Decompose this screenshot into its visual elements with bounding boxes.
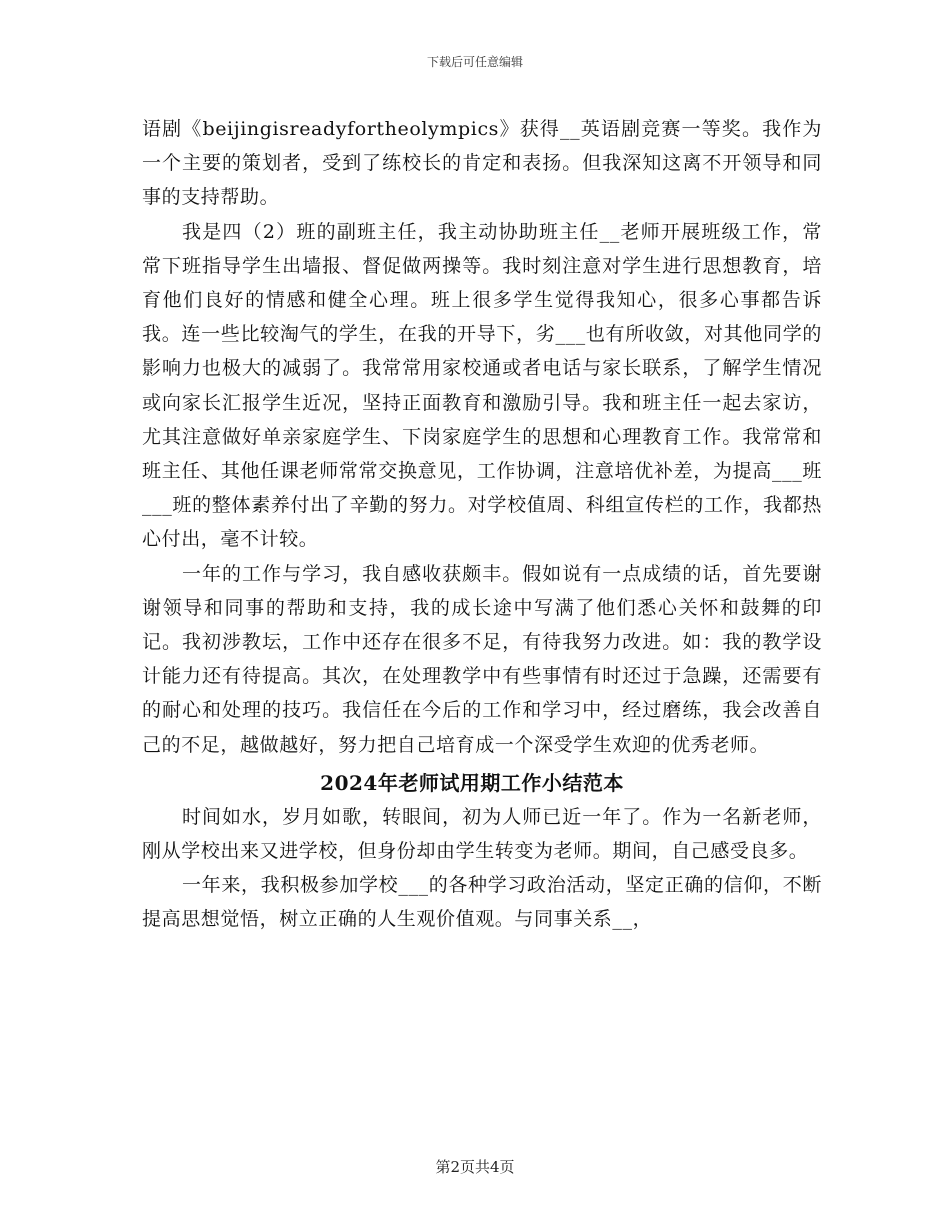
page-footer: 第2页共4页 <box>435 1158 515 1176</box>
paragraph-time-like-water: 时间如水，岁月如歌，转眼间，初为人师已近一年了。作为一名新老师，刚从学校出来又进学校，但身份却由学生转变为老师。期间，自己感受良多。 <box>142 805 822 863</box>
paragraph-year-reflection: 一年的工作与学习，我自感收获颇丰。假如说有一点成绩的话，首先要谢谢领导和同事的帮助和支持，我的成长途中写满了他们悉心关怀和鼓舞的印记。我初涉教坛，工作中还存在很多不足，有待我努力改进。如：我的教学设计能力还有待提高。其次，在处理教学中有些事情有时还过于急躁，还需要有的耐心和处理的技巧。我信任在今后的工作和学习中，经过磨练，我会改善自己的不足，越做越好，努力把自己培育成一个深受学生欢迎的优秀老师。 <box>142 562 822 756</box>
paragraph-continuation: 语剧《beijingisreadyfortheolympics》获得__英语剧竞赛一等奖。我作为一个主要的策划者，受到了练校长的肯定和表扬。但我深知这离不开领导和同事的支持帮助。 <box>142 118 822 209</box>
paragraph-vice-class-teacher: 我是四（2）班的副班主任，我主动协助班主任__老师开展班级工作，常常下班指导学生出墙报、督促做两操等。我时刻注意对学生进行思想教育，培育他们良好的情感和健全心理。班上很多学生觉得我知心，很多心事都告诉我。连一些比较淘气的学生，在我的开导下，劣___也有所收敛，对其他同学的影响力也极大的减弱了。我常常用家校通或者电话与家长联系，了解学生情况或向家长汇报学生近况，坚持正面教育和激励引导。我和班主任一起去家访，尤其注意做好单亲家庭学生、下岗家庭学生的思想和心理教育工作。我常常和班主任、其他任课老师常常交换意见，工作协调，注意培优补差，为提高___班___班的整体素养付出了辛勤的努力。对学校值周、科组宣传栏的工作，我都热心付出，毫不计较。 <box>142 220 822 551</box>
page-header: 下载后可任意编辑 <box>426 55 523 69</box>
paragraph-political-study: 一年来，我积极参加学校___的各种学习政治活动，坚定正确的信仰，不断提高思想觉悟，树立正确的人生观价值观。与同事关系__， <box>142 874 822 931</box>
document-body <box>142 112 822 937</box>
section-title: 2024年老师试用期工作小结范本 <box>320 770 624 795</box>
